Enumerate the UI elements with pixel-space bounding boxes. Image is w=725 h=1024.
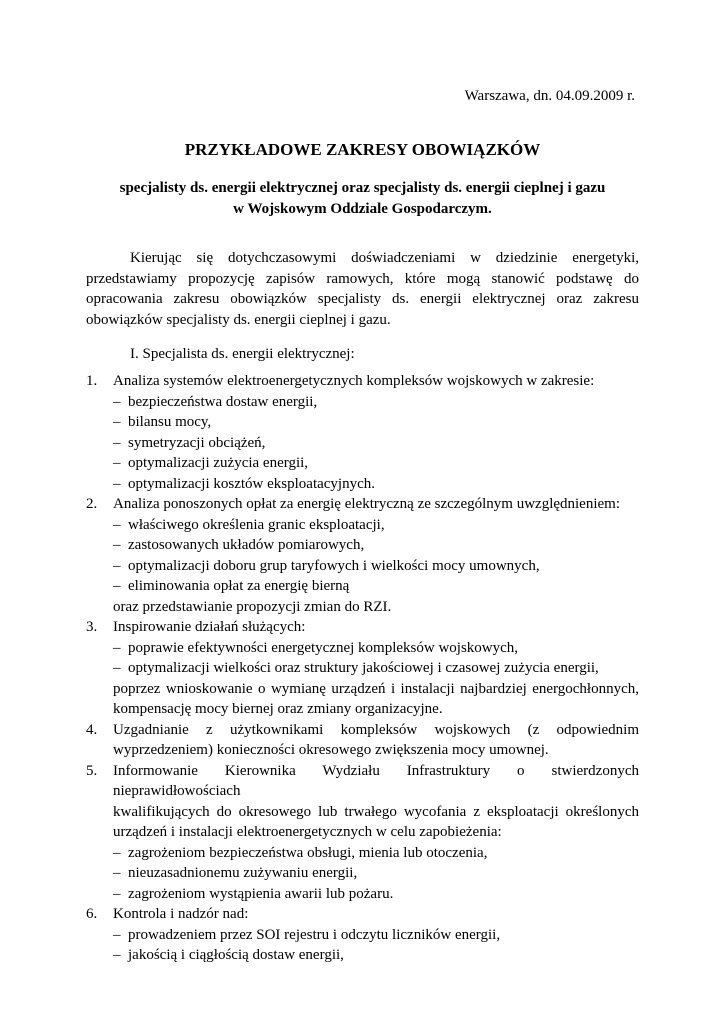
sub-item (86, 392, 639, 413)
sub-item (86, 945, 639, 966)
intro-line: Kierując się dotychczasowymi doświadczeniami w dziedzinie energetyki, (130, 250, 639, 266)
dash-bullet: – (113, 578, 121, 594)
list-item (86, 494, 639, 617)
sub-item-text: zagrożeniom wystąpienia awarii lub pożaru. (128, 885, 394, 902)
intro-line: przedstawiamy propozycję zapisów ramowych, które mogą stanowić podstawę do (86, 270, 639, 287)
dash-bullet: – (113, 865, 121, 881)
section-heading: I. Specjalista ds. energii elektrycznej: (130, 346, 355, 362)
item-tail-text (86, 679, 639, 720)
sub-item (86, 658, 639, 679)
sub-item (86, 474, 639, 495)
subtitle-line: w Wojskowym Oddziale Gospodarczym. (233, 200, 492, 217)
sub-item (86, 453, 639, 474)
sub-item (86, 535, 639, 556)
sub-item-text: prowadzeniem przez SOI rejestru i odczytu liczników energii, (128, 926, 501, 943)
sub-item-text: optymalizacji wielkości oraz struktury jakościowej i czasowej zużycia energii, (128, 660, 599, 676)
sub-item (86, 433, 639, 454)
sub-item (86, 556, 639, 577)
item-line: wyprzedzeniem) konieczności okresowego zwiększenia mocy umownej. (113, 742, 549, 758)
item-number: 5. (86, 762, 98, 779)
sub-item-text: zastosowanych układów pomiarowych, (128, 537, 365, 553)
sub-item (86, 576, 639, 597)
item-line: Informowanie Kierownika Wydziału Infrastruktury o stwierdzonych nieprawidłowościach (113, 762, 639, 799)
item-number: 1. (86, 373, 98, 389)
sub-item-text: optymalizacji zużycia energii, (128, 455, 309, 471)
dash-bullet: – (113, 844, 121, 861)
sub-item (86, 638, 639, 659)
sub-item (86, 925, 639, 946)
item-line: kwalifikujących do okresowego lub trwałego wycofania z eksploatacji określonych (113, 803, 639, 820)
item-number: 6. (86, 906, 98, 922)
item-text (86, 720, 639, 761)
document-subtitle (0, 178, 725, 219)
dash-bullet: – (113, 660, 121, 676)
item-text (86, 761, 639, 843)
intro-paragraph (86, 248, 639, 330)
list-item (86, 371, 639, 494)
intro-line: opracowania zakresu obowiązków specjalisty ds. energii elektrycznej oraz zakresu (86, 291, 639, 307)
dash-bullet: – (113, 434, 121, 451)
item-number: 3. (86, 619, 98, 635)
sub-item-text: jakością i ciągłością dostaw energii, (128, 947, 344, 963)
subtitle-line: specjalisty ds. energii elektrycznej oraz specjalisty ds. energii cieplnej i gazu (119, 180, 606, 196)
sub-item (86, 863, 639, 884)
sub-item-text: symetryzacji obciążeń, (128, 434, 266, 451)
sub-item (86, 884, 639, 905)
sub-item-text: poprawie efektywności energetycznej kompleksów wojskowych, (128, 639, 519, 656)
dash-bullet: – (113, 475, 121, 492)
item-text: Inspirowanie działań służących: (113, 619, 306, 635)
list-item (86, 617, 639, 720)
sub-item-text: zagrożeniom bezpieczeństwa obsługi, mienia lub otoczenia, (128, 844, 488, 861)
item-text: Analiza ponoszonych opłat za energię elektryczną ze szczególnym uwzględnieniem: (113, 496, 621, 512)
intro-line: obowiązków specjalisty ds. energii cieplnej i gazu. (86, 311, 391, 328)
dash-bullet: – (113, 885, 121, 902)
sub-item (86, 412, 639, 433)
tail-line: poprzez wnioskowanie o wymianę urządzeń i instalacji najbardziej energochłonnych, (113, 680, 639, 697)
sub-item-text: eliminowania opłat za energię bierną (128, 578, 350, 594)
dash-bullet: – (113, 639, 121, 656)
sub-item-text: bilansu mocy, (128, 414, 212, 430)
dash-bullet: – (113, 455, 121, 471)
dash-bullet: – (113, 414, 121, 430)
sub-item-text: optymalizacji kosztów eksploatacyjnych. (128, 475, 376, 492)
duties-list (86, 371, 639, 966)
dash-bullet: – (113, 926, 121, 943)
item-line: urządzeń i instalacji elektroenergetycznych w celu zapobieżenia: (113, 824, 502, 840)
item-text: Analiza systemów elektroenergetycznych kompleksów wojskowych w zakresie: (113, 373, 595, 389)
dash-bullet: – (113, 557, 121, 574)
item-number: 2. (86, 496, 98, 512)
tail-line: kompensację mocy biernej oraz zmiany organizacyjne. (113, 701, 443, 717)
sub-item-text: bezpieczeństwa dostaw energii, (128, 393, 318, 410)
sub-item-text: optymalizacji doboru grup taryfowych i wielkości mocy umownych, (128, 557, 540, 574)
item-line: Uzgadnianie z użytkownikami kompleksów wojskowych (z odpowiednim (113, 721, 639, 738)
item-tail-text: oraz przedstawianie propozycji zmian do RZI. (113, 598, 392, 615)
sub-item-text: nieuzasadnionemu zużywaniu energii, (128, 865, 358, 881)
dash-bullet: – (113, 537, 121, 553)
list-item (86, 761, 639, 905)
document-title: PRZYKŁADOWE ZAKRESY OBOWIĄZKÓW (184, 140, 541, 159)
dash-bullet: – (113, 516, 121, 533)
dash-bullet: – (113, 947, 121, 963)
dash-bullet: – (113, 393, 121, 410)
sub-item (86, 515, 639, 536)
document-date: Warszawa, dn. 04.09.2009 r. (464, 88, 635, 104)
item-number: 4. (86, 721, 98, 738)
list-item (86, 720, 639, 761)
sub-item (86, 843, 639, 864)
list-item (86, 904, 639, 966)
item-text: Kontrola i nadzór nad: (113, 906, 249, 922)
sub-item-text: właściwego określenia granic eksploatacji, (128, 516, 385, 533)
